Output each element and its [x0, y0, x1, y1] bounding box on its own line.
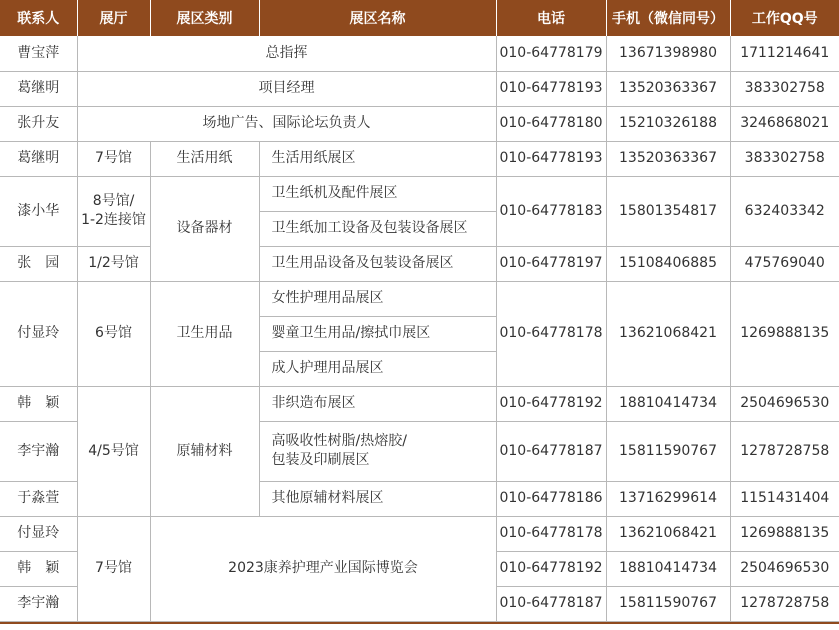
- qq-cell: 1711214641: [730, 36, 839, 71]
- qq-cell: 2504696530: [730, 551, 839, 586]
- header-hall: 展厅: [77, 0, 150, 36]
- mobile-cell: 15811590767: [606, 421, 730, 481]
- header-category: 展区类别: [150, 0, 259, 36]
- mobile-cell: 15210326188: [606, 106, 730, 141]
- category-cell: 生活用纸: [150, 141, 259, 176]
- qq-cell: 1278728758: [730, 421, 839, 481]
- contact-cell: 李宇瀚: [0, 586, 77, 621]
- phone-cell: 010-64778197: [496, 246, 606, 281]
- header-mobile: 手机（微信同号）: [606, 0, 730, 36]
- table-bottom-rule: [0, 622, 839, 624]
- zone-line: 高吸收性树脂/热熔胶/: [271, 433, 407, 449]
- table-row: [0, 246, 839, 281]
- table-row: [0, 176, 839, 211]
- zone-cell: 生活用纸展区: [259, 141, 496, 176]
- qq-cell: 3246868021: [730, 106, 839, 141]
- zone-cell: 卫生用品设备及包装设备展区: [259, 246, 496, 281]
- zone-cell: 卫生纸机及配件展区: [259, 176, 496, 211]
- table-row: [0, 36, 839, 71]
- mobile-cell: 13621068421: [606, 281, 730, 386]
- hall-cell: 1/2号馆: [77, 246, 150, 281]
- contact-cell: 于淼萱: [0, 481, 77, 516]
- role-cell: 总指挥: [77, 36, 496, 71]
- zone-cell: [259, 421, 496, 481]
- mobile-cell: 13716299614: [606, 481, 730, 516]
- zone-cell: 卫生纸加工设备及包装设备展区: [259, 211, 496, 246]
- hall-line: 8号馆/: [92, 193, 135, 209]
- zone-line: 包装及印刷展区: [271, 452, 370, 468]
- header-zone-name: 展区名称: [259, 0, 496, 36]
- zone-cell: 其他原辅材料展区: [259, 481, 496, 516]
- header-contact: 联系人: [0, 0, 77, 36]
- phone-cell: 010-64778186: [496, 481, 606, 516]
- contact-cell: 韩 颖: [0, 386, 77, 421]
- phone-cell: 010-64778180: [496, 106, 606, 141]
- header-qq: 工作QQ号: [730, 0, 839, 36]
- qq-cell: 1278728758: [730, 586, 839, 621]
- phone-cell: 010-64778192: [496, 386, 606, 421]
- contact-cell: 葛继明: [0, 141, 77, 176]
- mobile-cell: 15801354817: [606, 176, 730, 246]
- qq-cell: 2504696530: [730, 386, 839, 421]
- table-row: [0, 516, 839, 551]
- zone-cell: 女性护理用品展区: [259, 281, 496, 316]
- role-cell: 场地广告、国际论坛负责人: [77, 106, 496, 141]
- qq-cell: 383302758: [730, 141, 839, 176]
- expo-cell: 2023康养护理产业国际博览会: [150, 516, 496, 621]
- header-phone: 电话: [496, 0, 606, 36]
- phone-cell: 010-64778187: [496, 586, 606, 621]
- phone-cell: 010-64778192: [496, 551, 606, 586]
- mobile-cell: 13671398980: [606, 36, 730, 71]
- zone-cell: 非织造布展区: [259, 386, 496, 421]
- contact-cell: 李宇瀚: [0, 421, 77, 481]
- contact-cell: 付显玲: [0, 281, 77, 386]
- mobile-cell: 13520363367: [606, 71, 730, 106]
- mobile-cell: 13621068421: [606, 516, 730, 551]
- mobile-cell: 18810414734: [606, 386, 730, 421]
- hall-cell: 4/5号馆: [77, 386, 150, 516]
- phone-cell: 010-64778193: [496, 141, 606, 176]
- mobile-cell: 13520363367: [606, 141, 730, 176]
- table-row: [0, 141, 839, 176]
- hall-cell: 6号馆: [77, 281, 150, 386]
- contact-cell: 漆小华: [0, 176, 77, 246]
- category-cell: 设备器材: [150, 176, 259, 281]
- contact-cell: 付显玲: [0, 516, 77, 551]
- phone-cell: 010-64778193: [496, 71, 606, 106]
- qq-cell: 383302758: [730, 71, 839, 106]
- phone-cell: 010-64778178: [496, 516, 606, 551]
- hall-cell: [77, 176, 150, 246]
- zone-cell: 婴童卫生用品/擦拭巾展区: [259, 316, 496, 351]
- contact-cell: 葛继明: [0, 71, 77, 106]
- hall-cell: 7号馆: [77, 141, 150, 176]
- hall-cell: 7号馆: [77, 516, 150, 621]
- qq-cell: 1269888135: [730, 516, 839, 551]
- qq-cell: 1151431404: [730, 481, 839, 516]
- table-row: [0, 71, 839, 106]
- header-row: [0, 0, 839, 36]
- contact-cell: 张 园: [0, 246, 77, 281]
- contact-cell: 韩 颖: [0, 551, 77, 586]
- phone-cell: 010-64778179: [496, 36, 606, 71]
- table-row: [0, 106, 839, 141]
- phone-cell: 010-64778187: [496, 421, 606, 481]
- phone-cell: 010-64778178: [496, 281, 606, 386]
- zone-cell: 成人护理用品展区: [259, 351, 496, 386]
- table-row: [0, 281, 839, 316]
- role-cell: 项目经理: [77, 71, 496, 106]
- category-cell: 原辅材料: [150, 386, 259, 516]
- hall-line: 1-2连接馆: [81, 212, 146, 228]
- mobile-cell: 18810414734: [606, 551, 730, 586]
- contact-cell: 曹宝萍: [0, 36, 77, 71]
- qq-cell: 632403342: [730, 176, 839, 246]
- mobile-cell: 15108406885: [606, 246, 730, 281]
- contact-cell: 张升友: [0, 106, 77, 141]
- mobile-cell: 15811590767: [606, 586, 730, 621]
- category-cell: 卫生用品: [150, 281, 259, 386]
- table-row: [0, 386, 839, 421]
- phone-cell: 010-64778183: [496, 176, 606, 246]
- qq-cell: 475769040: [730, 246, 839, 281]
- qq-cell: 1269888135: [730, 281, 839, 386]
